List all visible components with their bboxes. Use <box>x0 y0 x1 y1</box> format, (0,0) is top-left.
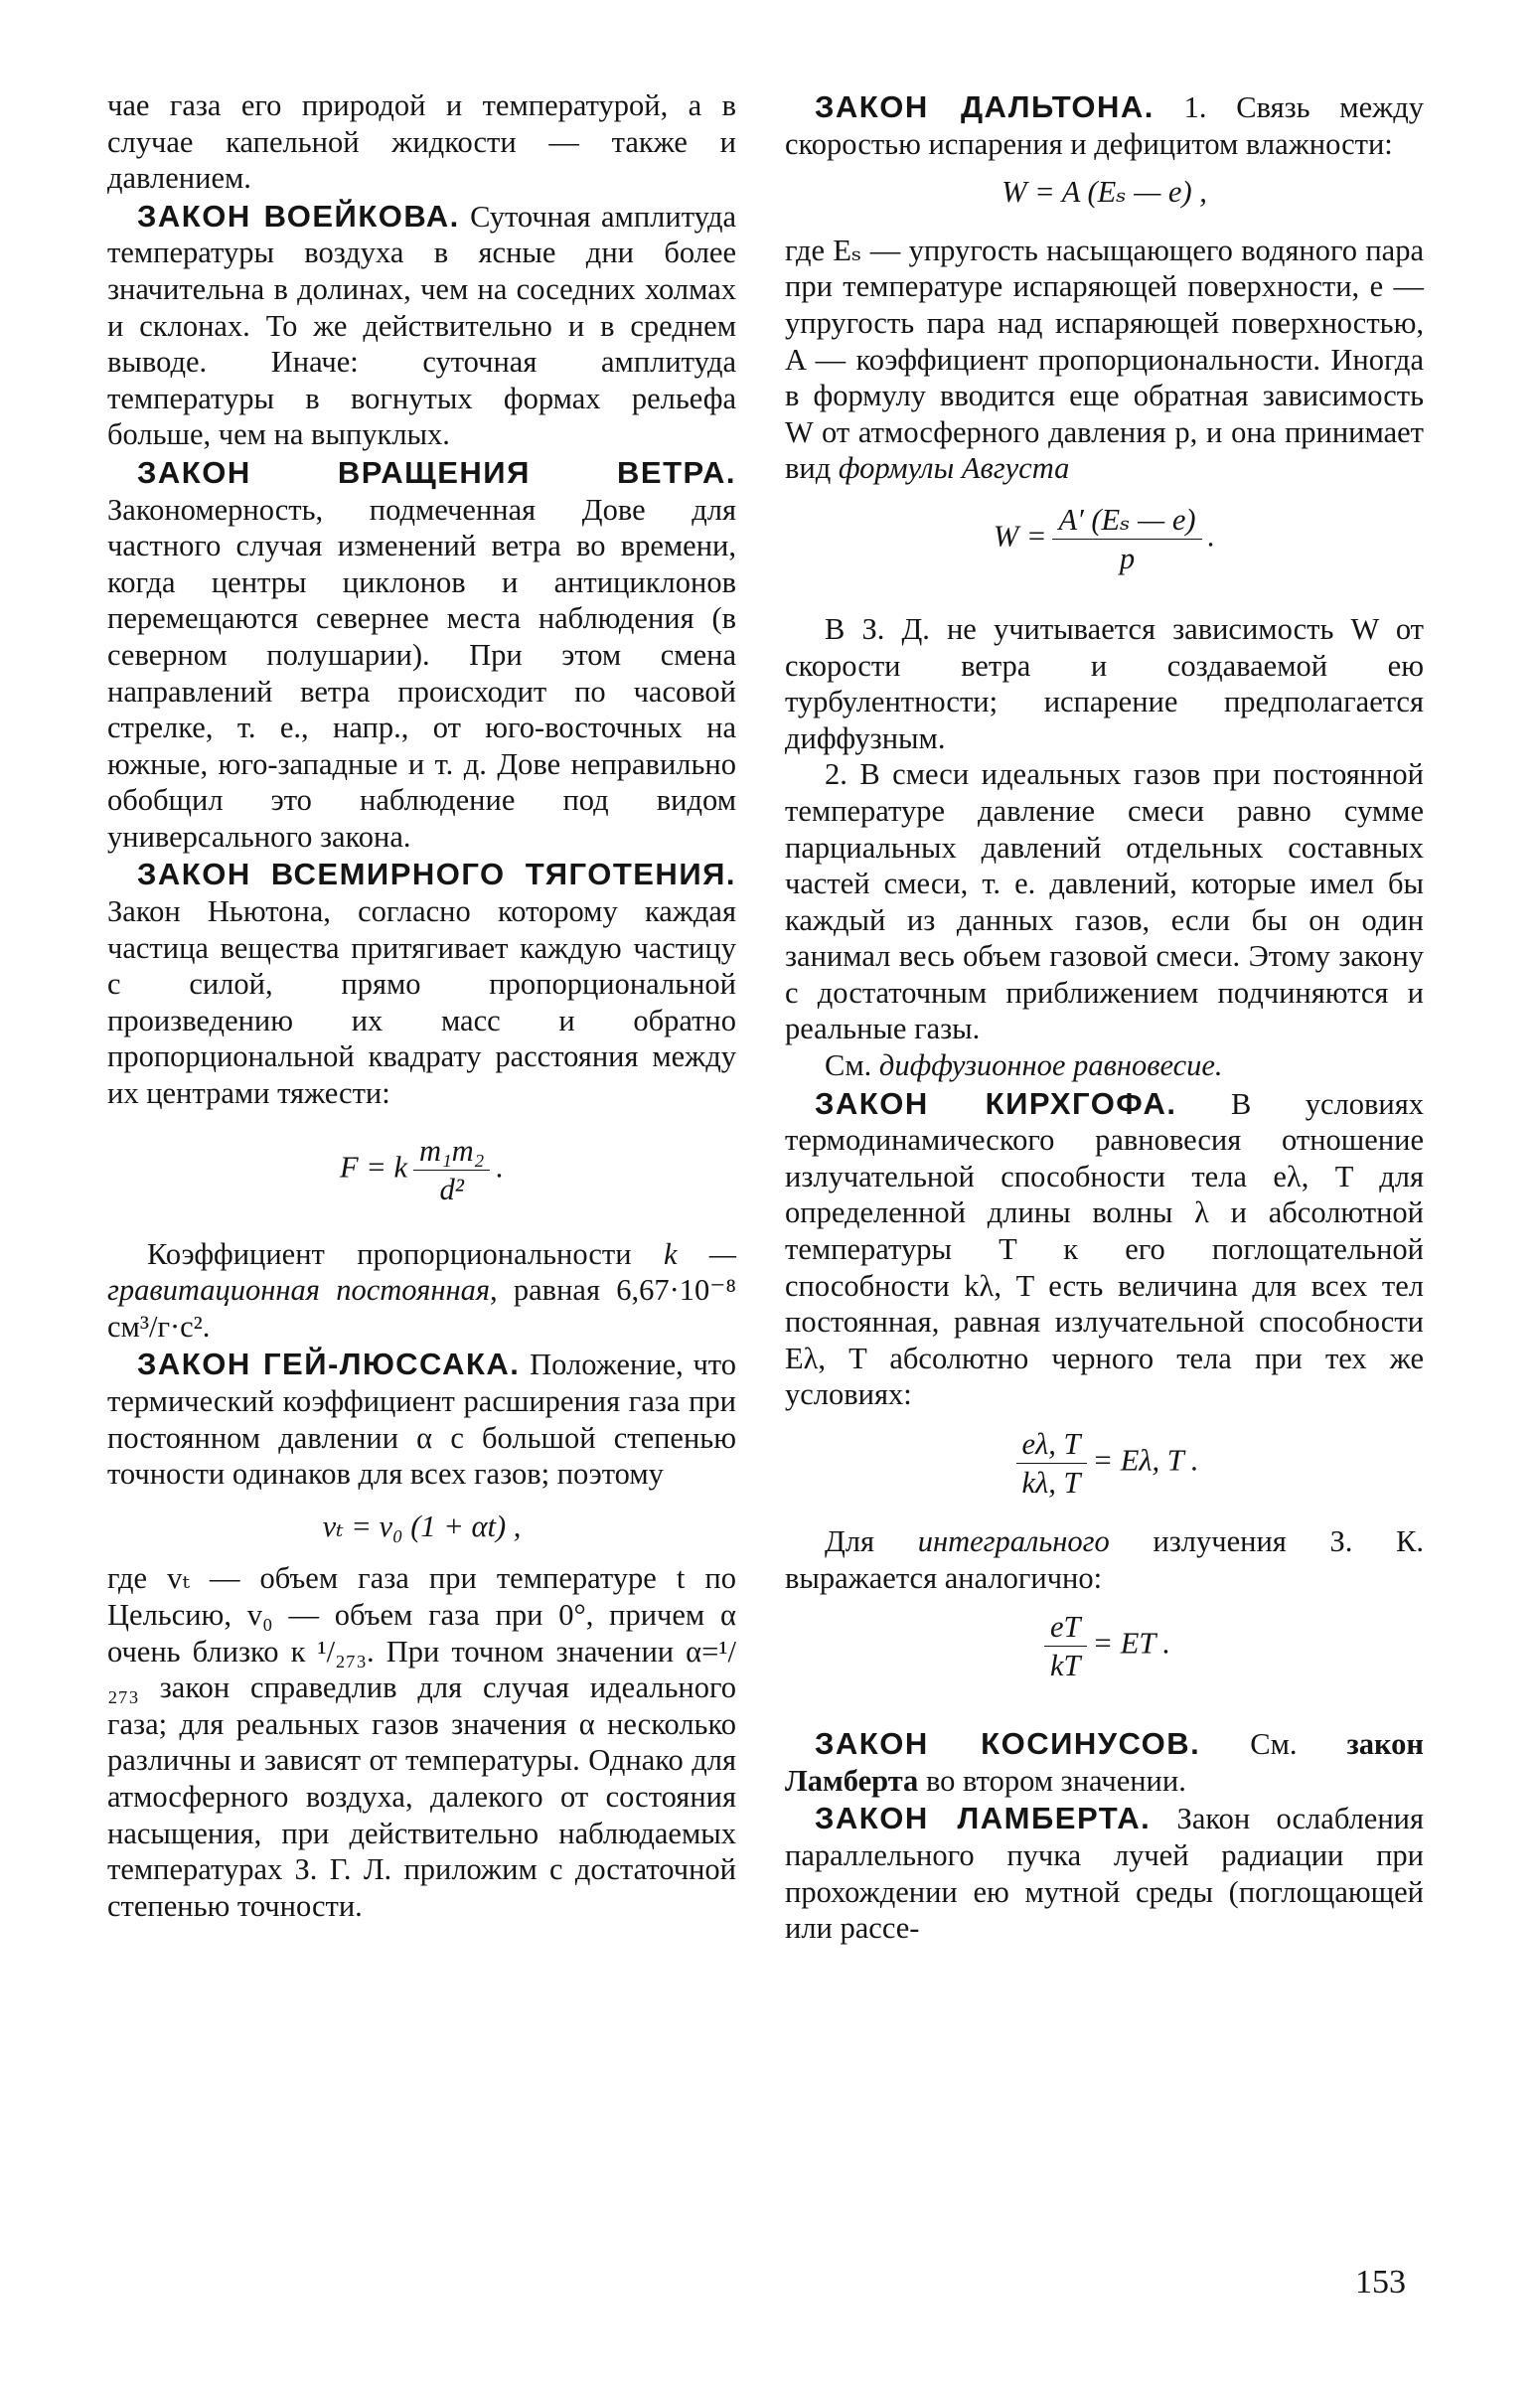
entry-text: 1. Связь между скоростью испарения и дефицитом влажности: <box>785 90 1424 161</box>
entry-term: ЗАКОН ДАЛЬТОНА. <box>815 89 1155 124</box>
formula-fraction <box>413 1134 490 1206</box>
entry-wind-rotation <box>107 455 736 856</box>
kirchhoff-formula-1 <box>785 1427 1424 1500</box>
kirchhoff-integral <box>785 1523 1424 1596</box>
formula-lhs: F = k <box>340 1150 408 1185</box>
text: где Eₛ — упругость насыщающего водяного пара при температуре испаряющей поверхности, e — упругость пара над испаряющей поверхностью, A — коэффициент пропорциональности. Иногда в формулу вводится еще обратная зависимость W от атмосферного давления p, и она принимает вид <box>785 233 1424 486</box>
entry-text: Суточная амплитуда температуры воздуха в ясные дни более значительна в долинах, чем на соседних холмах и склонах. То же действительно и в среднем выводе. Иначе: суточная амплитуда температуры в вогнутых формах рельефа больше, чем на выпуклых. <box>107 199 736 452</box>
entry-term: ЗАКОН ВСЕМИРНОГО ТЯГОТЕНИЯ. <box>137 857 736 892</box>
formula-rhs: = ET . <box>1092 1626 1170 1661</box>
entry-text: Закон Ньютона, согласно которому каждая частица вещества притягивает каждую частицу с силой, прямо пропорциональной произведению их масс и обратно пропорциональной квадрату расстояния между их центрами тяжести: <box>107 894 736 1111</box>
text-italic: формулы Августа <box>838 451 1070 486</box>
entry-gay-lussac <box>107 1347 736 1492</box>
dalton-note: В З. Д. не учитывается зависимость W от скорости ветра и создаваемой ею турбулентности; испарение предполагается диффузным. <box>785 611 1424 755</box>
dalton-explanation <box>785 233 1424 487</box>
entry-text: Положение, что термический коэффициент расширения газа при постоянном давлении α с большой степенью точности одинаков для всех газов; поэтому <box>107 1348 736 1492</box>
formula-lhs: W = <box>993 519 1047 554</box>
formula-end: . <box>1207 519 1216 554</box>
entry-cosine <box>785 1726 1424 1799</box>
fraction-numerator: eT <box>1044 1610 1087 1647</box>
gay-lussac-explanation: где vₜ — объем газа при температуре t по Цельсию, v₀ — объем газа при 0°, причем α очень близко к ¹/₂₇₃. При точном значении α=¹/₂₇₃ закон справедлив для случая идеального газа; для реальных газов значения α несколько различны и зависят от температуры. Однако для атмосферного воздуха, далекого от состояния насыщения, при действительно наблюдаемых температурах З. Г. Л. приложим с достаточной степенью точности. <box>107 1561 736 1923</box>
dalton-formula-august <box>785 503 1424 575</box>
cross-reference: диффузионное равновесие. <box>878 1048 1223 1083</box>
formula-fraction <box>1016 1427 1087 1500</box>
fraction-denominator: d² <box>439 1172 464 1206</box>
text: излучения З. К. выражается аналогично: <box>785 1524 1425 1595</box>
entry-term: ЗАКОН ВРАЩЕНИЯ ВЕТРА. <box>137 454 736 490</box>
text-italic: интегрального <box>917 1524 1110 1558</box>
text: Для <box>825 1524 918 1558</box>
entry-text: Закономерность, подмеченная Дове для частного случая изменений ветра во времени, когда центры циклонов и антициклонов перемещаются севернее места наблюдения (в северном полушарии). При этом смена направлений ветра происходит по часовой стрелке, т. е., напр., от юго-восточных на южные, юго-западные и т. д. Дове неправильно обобщил это наблюдение под видом универсального закона. <box>107 492 736 854</box>
text: См. <box>1200 1727 1347 1762</box>
formula-end: . <box>496 1150 504 1185</box>
entry-term: ЗАКОН ВОЕЙКОВА. <box>137 198 460 234</box>
entry-text: Закон ослабления параллельного пучка лучей радиации при прохождении ею мутной среды (поглощающей или рассе- <box>785 1802 1425 1946</box>
text-italic: k — гравитационная постоянная <box>107 1236 736 1308</box>
gay-lussac-formula: vₜ = v₀ (1 + αt) , <box>322 1509 522 1543</box>
fraction-denominator: p <box>1119 541 1136 575</box>
formula-fraction <box>1044 1610 1087 1682</box>
fraction-numerator: eλ, T <box>1016 1427 1087 1464</box>
entry-term: ЗАКОН КОСИНУСОВ. <box>815 1726 1201 1762</box>
left-column <box>107 87 736 1924</box>
gravity-formula <box>107 1134 736 1206</box>
text: Коэффициент пропорциональности <box>147 1236 664 1271</box>
formula-rhs: = Eλ, T . <box>1092 1443 1199 1478</box>
kirchhoff-formula-2 <box>785 1610 1424 1682</box>
text: во втором значении. <box>918 1763 1186 1798</box>
entry-voeikov <box>107 199 736 453</box>
entry-lambert <box>785 1801 1424 1946</box>
fraction-numerator: m₁m₂ <box>413 1134 490 1171</box>
entry-term: ЗАКОН ЛАМБЕРТА. <box>815 1801 1152 1836</box>
dalton-formula-1: W = A (Eₛ — e) , <box>1001 175 1207 210</box>
entry-gravitation <box>107 857 736 1111</box>
fraction-denominator: kλ, T <box>1021 1466 1081 1500</box>
cross-reference: закон Ламберта <box>785 1727 1424 1798</box>
text: , равная 6,67·10⁻⁸ см³/г·с². <box>107 1273 736 1344</box>
fraction-numerator: A′ (Eₛ — e) <box>1052 503 1201 540</box>
entry-text: В условиях термодинамического равновесия отношение излучательной способности тела eλ, T для определенной длины волны λ и абсолютной температуры T к его поглощательной способности kλ, T есть величина для всех тел постоянная, равная излучательной способности Eλ, T абсолютно черного тела при тех же условиях: <box>785 1086 1424 1412</box>
entry-dalton <box>785 89 1424 162</box>
gravity-coefficient <box>107 1236 736 1346</box>
dalton-point-2: 2. В смеси идеальных газов при постоянной температуре давление смеси равно сумме парциальных давлений отдельных составных частей смеси, т. е. давлений, которые имел бы каждый из данных газов, если бы он один занимал весь объем газовой смеси. Этому закону с достаточным приближением подчиняются и реальные газы. <box>785 757 1424 1046</box>
text: См. <box>825 1048 879 1083</box>
entry-term: ЗАКОН КИРХГОФА. <box>815 1085 1177 1121</box>
entry-term: ЗАКОН ГЕЙ-ЛЮССАКА. <box>137 1347 521 1382</box>
right-column <box>785 87 1424 1947</box>
fraction-denominator: kT <box>1050 1649 1081 1683</box>
page-number: 153 <box>1355 2264 1406 2301</box>
continuation-paragraph: чае газа его природой и температурой, а в случае капельной жидкости — также и давлением. <box>107 88 736 196</box>
entry-kirchhoff <box>785 1086 1424 1413</box>
dalton-see-also <box>785 1047 1424 1084</box>
formula-fraction <box>1052 503 1201 575</box>
